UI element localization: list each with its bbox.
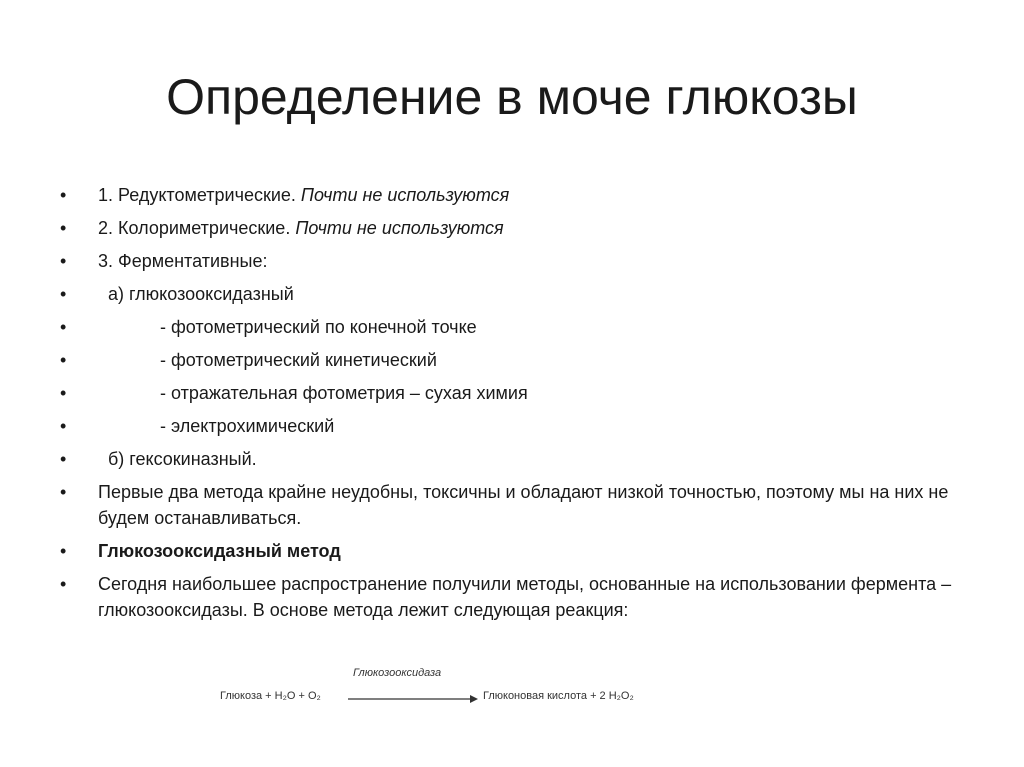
bullet-dot: • [60, 284, 67, 304]
item-text: 1. Редуктометрические. [98, 185, 301, 205]
slide-title: Определение в моче глюкозы [166, 69, 858, 125]
enzyme-label: Глюкозооксидаза [353, 667, 442, 679]
bullet-dot: • [60, 383, 67, 403]
bullet-dot: • [60, 574, 67, 594]
list-item [60, 215, 990, 241]
bullet-dot: • [60, 218, 67, 238]
item-text: а) глюкозооксидазный [108, 284, 294, 304]
list-item [60, 248, 990, 274]
bullet-dot: • [60, 482, 67, 502]
item-note: Почти не используются [300, 185, 510, 205]
list-item [60, 347, 990, 373]
list-item [60, 538, 990, 564]
item-text: Первые два метода крайне неудобны, токсичны и обладают низкой точностью, поэтому мы на них не будем останавливаться. [98, 482, 949, 528]
reaction-equation [215, 660, 675, 710]
item-text: - электрохимический [160, 416, 335, 436]
reactants-label: Глюкоза + H₂O + O₂ [220, 690, 321, 702]
bullet-dot: • [60, 185, 67, 205]
item-text: 3. Ферментативные: [98, 251, 268, 271]
list-item [60, 413, 990, 439]
list-item [60, 571, 990, 623]
list-item [60, 479, 990, 531]
bullet-dot: • [60, 350, 67, 370]
products-label: Глюконовая кислота + 2 H₂O₂ [483, 690, 634, 702]
item-text: б) гексокиназный. [108, 449, 257, 469]
item-text: - фотометрический кинетический [160, 350, 437, 370]
item-text: 2. Колориметрические. [98, 218, 296, 238]
reaction-arrow-icon [348, 694, 478, 704]
bullet-list [60, 182, 990, 630]
item-note: Почти не используются [295, 218, 504, 238]
bullet-dot: • [60, 251, 67, 271]
bullet-dot: • [60, 416, 67, 436]
item-heading: Глюкозооксидазный метод [98, 541, 341, 561]
list-item [60, 281, 990, 307]
bullet-dot: • [60, 541, 67, 561]
item-text: - отражательная фотометрия – сухая химия [160, 383, 528, 403]
bullet-dot: • [60, 317, 67, 337]
list-item [60, 380, 990, 406]
list-item [60, 446, 990, 472]
list-item [60, 182, 990, 208]
item-text: Сегодня наибольшее распространение получили методы, основанные на использовании фермента – глюкозооксидазы. В основе метода лежит следующая реакция: [98, 574, 952, 620]
list-item [60, 314, 990, 340]
item-text: - фотометрический по конечной точке [160, 317, 477, 337]
bullet-dot: • [60, 449, 67, 469]
